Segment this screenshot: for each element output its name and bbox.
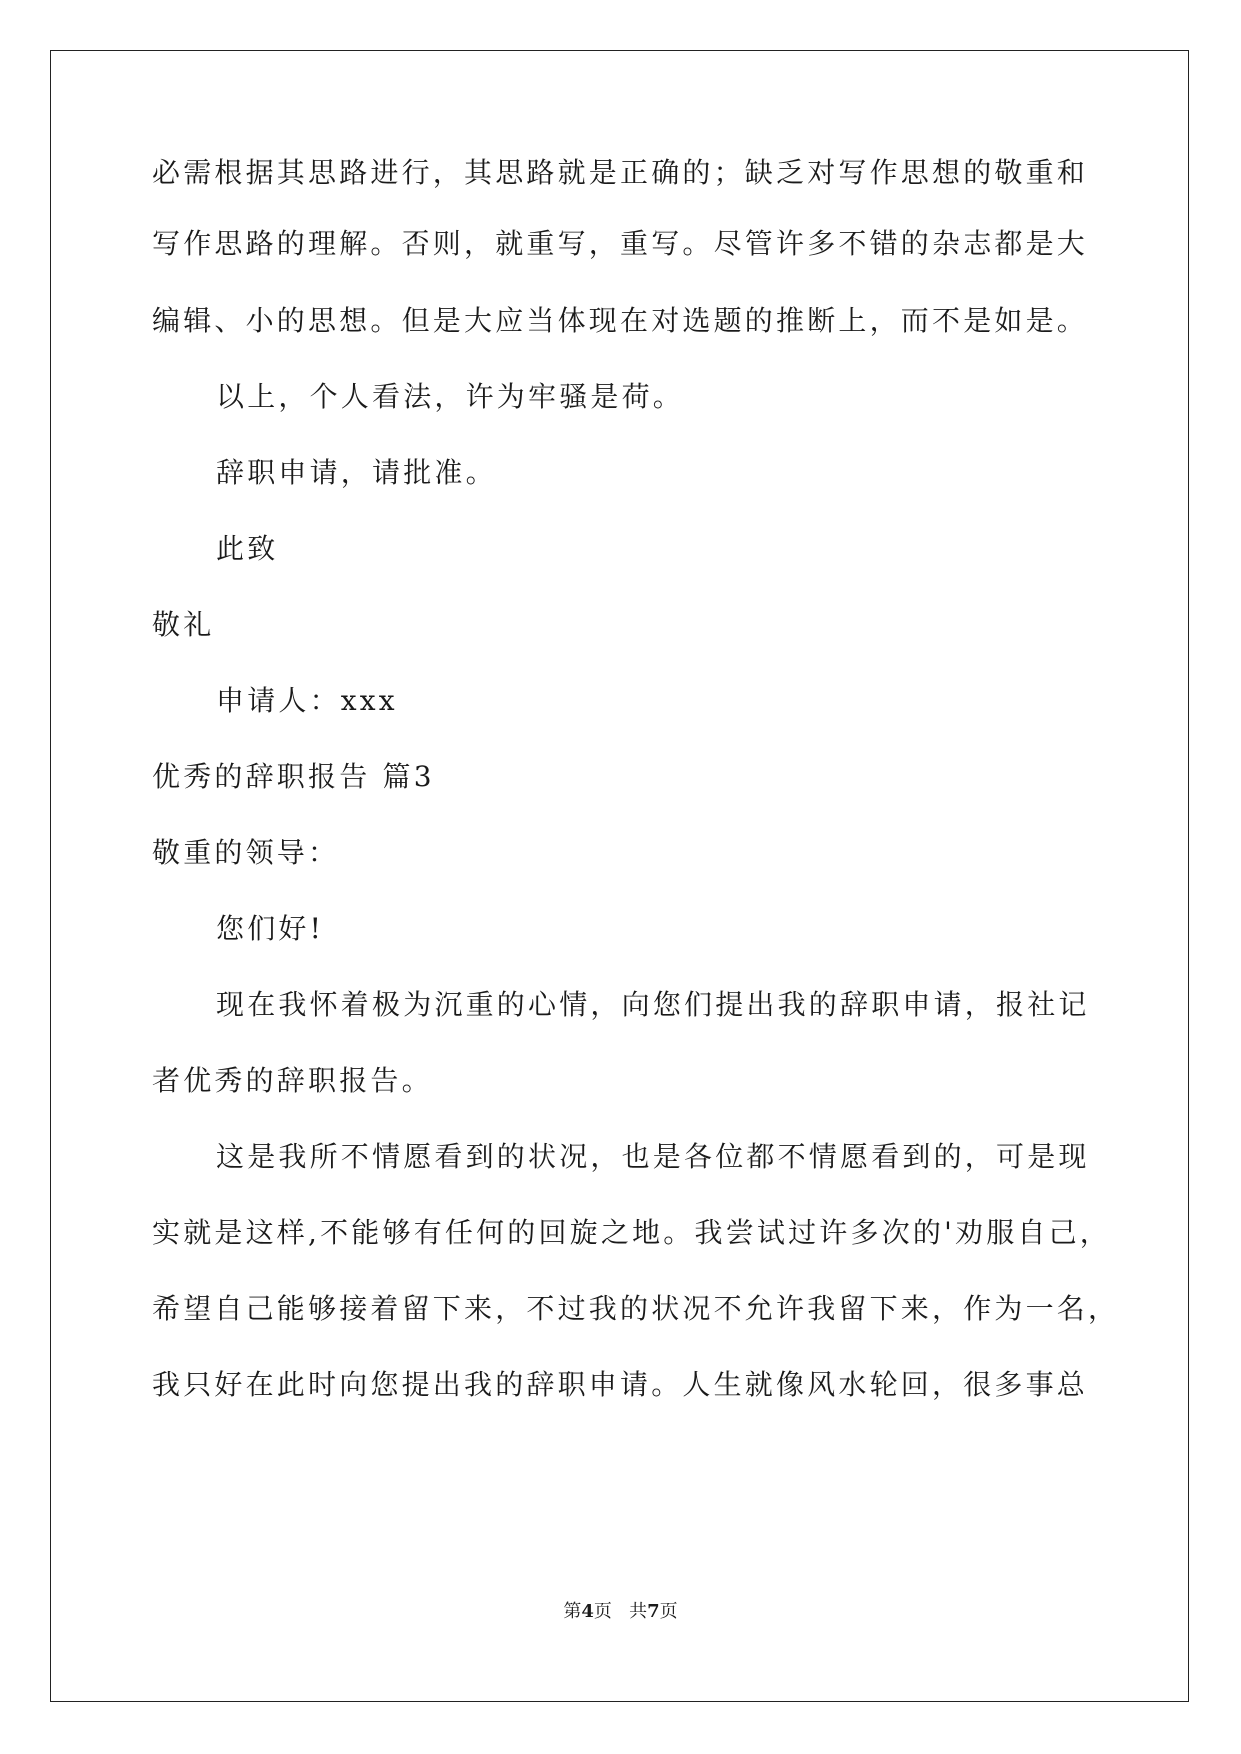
closing-salutation: 此致 bbox=[216, 532, 279, 565]
footer-prefix: 第 bbox=[563, 1601, 582, 1622]
applicant-signature: 申请人：xxx bbox=[216, 684, 398, 717]
body-line-9: 实就是这样,不能够有任何的回旋之地。我尝试过许多次的'劝服自己， bbox=[152, 1216, 1112, 1249]
footer-total-unit: 页 bbox=[659, 1601, 678, 1622]
body-line-6: 现在我怀着极为沉重的心情，向您们提出我的辞职申请，报社记 bbox=[216, 988, 1090, 1021]
footer-page-number: 4 bbox=[581, 1601, 594, 1622]
letter-greeting: 敬重的领导： bbox=[152, 836, 340, 869]
body-line-2: 写作思路的理解。否则，就重写，重写。尽管许多不错的杂志都是大 bbox=[152, 227, 1089, 260]
closing-regards: 敬礼 bbox=[152, 608, 215, 641]
footer-page-unit: 页 bbox=[593, 1601, 612, 1622]
section-heading: 优秀的辞职报告 篇3 bbox=[152, 760, 435, 793]
body-line-11: 我只好在此时向您提出我的辞职申请。人生就像风水轮回，很多事总 bbox=[152, 1368, 1089, 1401]
page-footer bbox=[0, 1600, 1241, 1624]
footer-total-prefix: 共 bbox=[629, 1601, 648, 1622]
footer-total-pages: 7 bbox=[647, 1601, 660, 1622]
page-border bbox=[50, 50, 1189, 1702]
body-line-7: 者优秀的辞职报告。 bbox=[152, 1064, 433, 1097]
body-line-4: 以上，个人看法，许为牢骚是荷。 bbox=[216, 380, 685, 413]
body-line-10: 希望自己能够接着留下来，不过我的状况不允许我留下来，作为一名， bbox=[152, 1292, 1120, 1325]
body-line-3: 编辑、小的思想。但是大应当体现在对选题的推断上，而不是如是。 bbox=[152, 304, 1089, 337]
body-line-8: 这是我所不情愿看到的状况，也是各位都不情愿看到的，可是现 bbox=[216, 1140, 1090, 1173]
letter-hello: 您们好! bbox=[216, 912, 325, 945]
body-line-1: 必需根据其思路进行，其思路就是正确的；缺乏对写作思想的敬重和 bbox=[152, 156, 1089, 189]
body-line-5: 辞职申请，请批准。 bbox=[216, 456, 497, 489]
